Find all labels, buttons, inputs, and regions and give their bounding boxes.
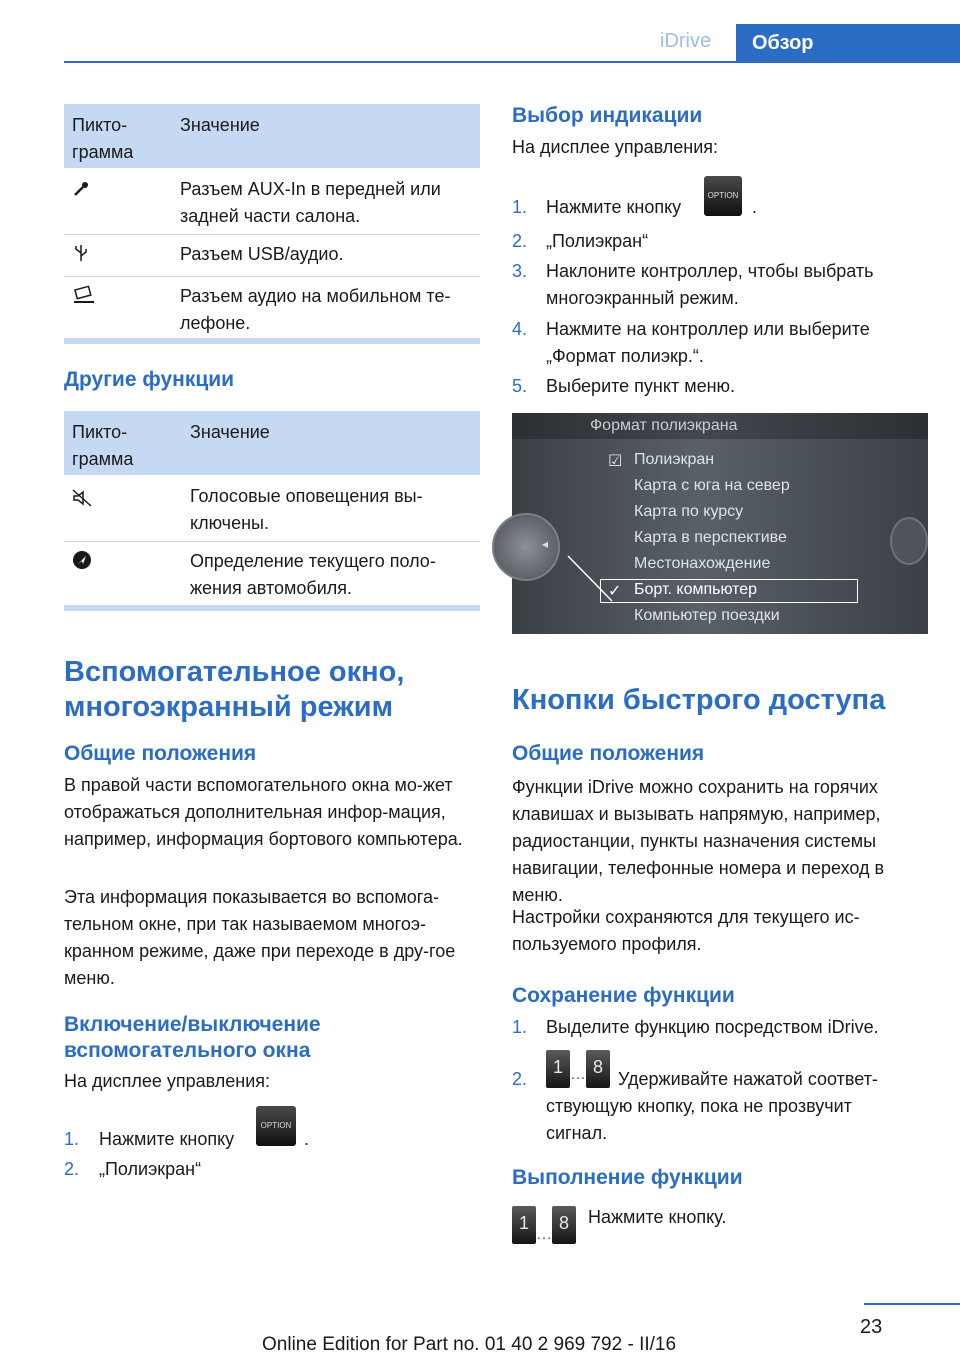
screen-menu-item: Карта в перспективе (634, 529, 787, 546)
screen-menu-item: Местонахождение (634, 555, 771, 572)
other-functions-table (64, 411, 480, 613)
hotkey-8-icon: 8 (586, 1050, 610, 1088)
list-number: 5. (512, 376, 528, 396)
screen-menu-item: Карта с юга на север (634, 477, 790, 494)
list-number: 3. (512, 261, 528, 281)
row-text: Разъем аудио на мобильном те-лефоне. (180, 286, 451, 333)
list-text: Выделите функцию посредством iDrive. (546, 1017, 879, 1037)
col-meaning-header: Значение (180, 115, 260, 135)
hotkey-1-icon: 1 (546, 1050, 570, 1088)
row-text: Определение текущего поло-жения автомобиля. (190, 551, 436, 598)
speaker-muted-icon (72, 489, 92, 512)
location-arrow-icon (72, 550, 92, 578)
ellipsis: … (536, 1226, 552, 1243)
table-row (64, 276, 480, 339)
list-text: Нажмите на контроллер или выберите „Формат полиэкр.“. (546, 319, 870, 366)
check-icon: ☑ (608, 453, 623, 470)
ellipsis: … (570, 1066, 586, 1083)
footer-divider (864, 1303, 960, 1305)
list-suffix: . (752, 197, 758, 217)
list-number: 1. (512, 197, 528, 217)
table-row (64, 234, 480, 277)
list-item (64, 1106, 480, 1158)
list-item (512, 176, 928, 224)
option-button-icon: OPTION (704, 176, 742, 216)
toggle-heading: Включение/выключение вспомогательного окна (64, 1013, 321, 1062)
usb-icon (72, 243, 90, 271)
col-pictogram-header: Пикто- грамма (72, 422, 134, 469)
row-text: Голосовые оповещения вы-ключены. (190, 486, 423, 533)
screen-title: Формат полиэкрана (590, 417, 738, 434)
list-suffix: . (304, 1129, 310, 1149)
table-row (64, 168, 480, 234)
quick-access-heading: Кнопки быстрого доступа (512, 684, 886, 716)
list-number: 4. (512, 319, 528, 339)
microphone-plug-icon (72, 180, 90, 203)
connectors-table (64, 104, 480, 344)
save-heading: Сохранение функции (512, 984, 735, 1007)
list-text: „Полиэкран“ (99, 1159, 202, 1179)
list-text: Выберите пункт меню. (546, 376, 736, 396)
option-button-icon: OPTION (256, 1106, 296, 1146)
general-heading: Общие положения (512, 742, 705, 765)
aux-window-heading: Вспомогательное окно, многоэкранный режим (64, 656, 405, 723)
idrive-screen-image (512, 413, 928, 634)
screen-menu-item: Компьютер поездки (634, 607, 780, 624)
table-row (64, 541, 480, 604)
phone-audio-icon (72, 285, 96, 313)
hotkey-icons (512, 1206, 576, 1250)
table-bottom-rule (64, 605, 480, 611)
list-text: Удерживайте нажатой соответ-ствующую кнопку, пока не прозвучит сигнал. (546, 1069, 878, 1143)
list-text: Нажмите кнопку (99, 1129, 235, 1149)
row-text: Разъем AUX-In в передней или задней части салона. (180, 179, 441, 226)
list-text: Наклоните контроллер, чтобы выбрать многоэкранный режим. (546, 261, 874, 308)
header-divider (64, 61, 960, 63)
list-item (512, 1050, 928, 1142)
list-number: 2. (512, 231, 528, 251)
on-display-text: На дисплее управления: (64, 1071, 271, 1091)
header-section: iDrive (660, 30, 712, 52)
checkmark-icon: ✓ (608, 583, 622, 600)
list-number: 1. (64, 1129, 80, 1149)
col-pictogram-header: Пикто- грамма (72, 115, 134, 162)
list-text: Нажмите кнопку (546, 197, 682, 217)
exec-text: Нажмите кнопку. (588, 1207, 727, 1227)
table-header (64, 104, 480, 168)
paragraph: Функции iDrive можно сохранить на горячих клавишах и вызывать напрямую, например, радиостанции, пункты назначения системы навигации, телефонные номера и переход в меню. (512, 777, 885, 905)
screen-menu-item-selected: Борт. компьютер (634, 581, 758, 598)
screen-menu-item: Карта по курсу (634, 503, 744, 520)
on-display-text: На дисплее управления: (512, 137, 719, 157)
paragraph: Настройки сохраняются для текущего ис-пользуемого профиля. (512, 907, 860, 954)
list-number: 2. (512, 1069, 528, 1089)
hotkey-1-icon: 1 (512, 1206, 536, 1244)
paragraph: Эта информация показывается во вспомога-тельном окне, при так называемом многоэ-кранном режиме, даже при переходе в дру-гое меню. (64, 887, 456, 988)
general-heading: Общие положения (64, 742, 257, 765)
footer-edition: Online Edition for Part no. 01 40 2 969 792 - II/16 (262, 1334, 677, 1355)
controller-knob-icon: ◂ (492, 513, 560, 581)
list-text: „Полиэкран“ (546, 231, 649, 251)
exec-heading: Выполнение функции (512, 1166, 743, 1189)
hotkey-8-icon: 8 (552, 1206, 576, 1244)
list-number: 1. (512, 1017, 528, 1037)
row-text: Разъем USB/аудио. (180, 244, 344, 264)
screen-menu-item: Полиэкран (634, 451, 715, 468)
page-number: 23 (860, 1316, 883, 1338)
col-meaning-header: Значение (190, 422, 270, 442)
header-tab: Обзор (736, 24, 960, 62)
display-select-heading: Выбор индикации (512, 104, 703, 127)
list-number: 2. (64, 1159, 80, 1179)
paragraph: В правой части вспомогательного окна мо-жет отображаться дополнительная инфор-мация, например, информация бортового компьютера. (64, 775, 463, 849)
other-functions-heading: Другие функции (64, 368, 235, 391)
table-row (64, 475, 480, 541)
table-bottom-rule (64, 338, 480, 344)
table-header (64, 411, 480, 475)
